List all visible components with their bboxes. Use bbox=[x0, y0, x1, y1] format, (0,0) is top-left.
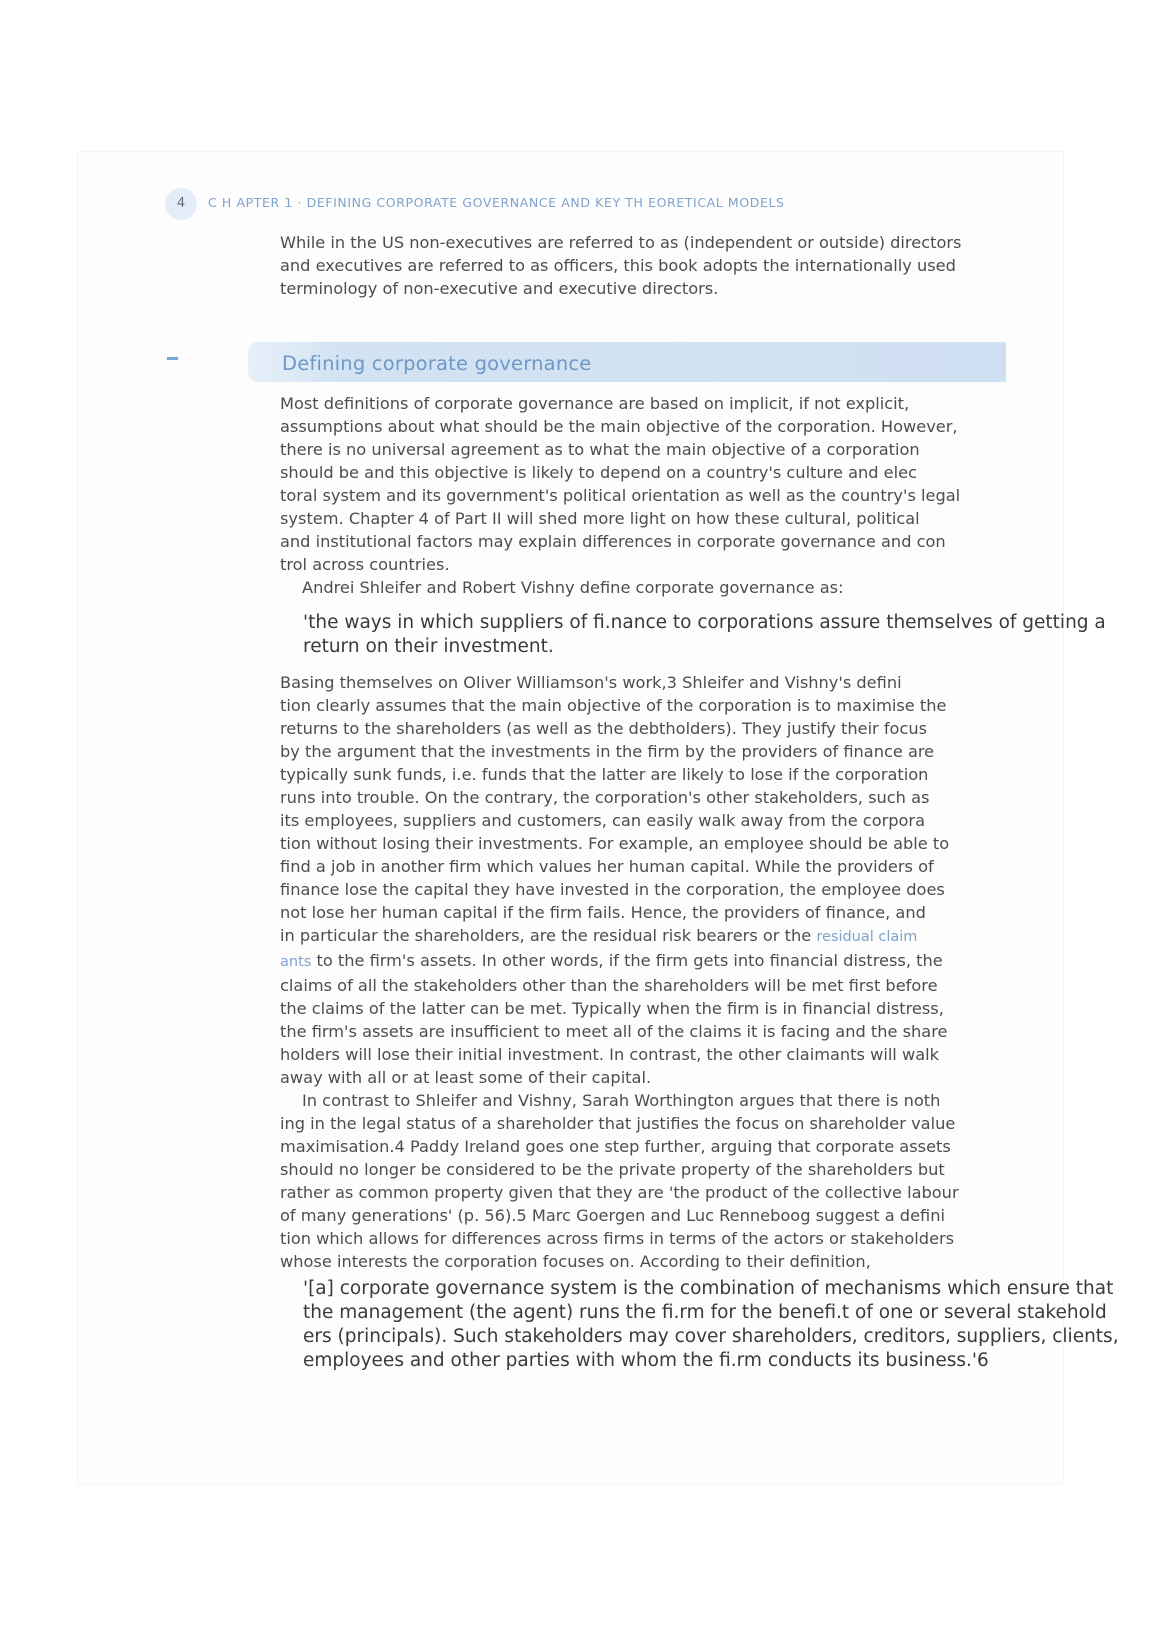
text-line: whose interests the corporation focuses on. According to their definition, bbox=[280, 1252, 871, 1271]
text-line: tion which allows for differences across firms in terms of the actors or stakeholders bbox=[280, 1229, 955, 1248]
body-paragraph-2 bbox=[280, 671, 1050, 1273]
quote-line: return on their investment. bbox=[303, 636, 554, 657]
body-paragraph-1 bbox=[280, 392, 1050, 599]
text-line: ing in the legal status of a shareholder that justifies the focus on shareholder value bbox=[280, 1114, 956, 1133]
text-line: maximisation.4 Paddy Ireland goes one step further, arguing that corporate assets bbox=[280, 1137, 951, 1156]
text-line: finance lose the capital they have invested in the corporation, the employee does bbox=[280, 880, 945, 899]
text-line: claims of all the stakeholders other than the shareholders will be met first before bbox=[280, 976, 938, 995]
text-line: holders will lose their initial investment. In contrast, the other claimants will walk bbox=[280, 1045, 939, 1064]
quote-line: the management (the agent) runs the fi.rm for the benefi.t of one or several stakehold bbox=[303, 1302, 1107, 1323]
text-line: and institutional factors may explain differences in corporate governance and con bbox=[280, 532, 946, 551]
highlighted-term: residual claim bbox=[816, 929, 918, 945]
text-line: In contrast to Shleifer and Vishny, Sarah Worthington argues that there is noth bbox=[302, 1091, 941, 1110]
quote-line: 'the ways in which suppliers of fi.nance to corporations assure themselves of getting a bbox=[303, 612, 1106, 633]
text-line bbox=[280, 924, 1050, 949]
text-line: returns to the shareholders (as well as the debtholders). They justify their focus bbox=[280, 719, 928, 738]
text-line: While in the US non-executives are referred to as (independent or outside) directors bbox=[280, 233, 962, 252]
quote-line: '[a] corporate governance system is the combination of mechanisms which ensure that bbox=[303, 1278, 1114, 1299]
text-line: Most definitions of corporate governance are based on implicit, if not explicit, bbox=[280, 394, 910, 413]
text-line: typically sunk funds, i.e. funds that the latter are likely to lose if the corporation bbox=[280, 765, 929, 784]
text-line: system. Chapter 4 of Part II will shed more light on how these cultural, political bbox=[280, 509, 920, 528]
text-span: in particular the shareholders, are the residual risk bearers or the bbox=[280, 926, 817, 945]
text-line: there is no universal agreement as to what the main objective of a corporation bbox=[280, 440, 920, 459]
text-line: the claims of the latter can be met. Typically when the firm is in financial distress, bbox=[280, 999, 944, 1018]
text-line: find a job in another firm which values her human capital. While the providers of bbox=[280, 857, 934, 876]
text-line: Basing themselves on Oliver Williamson's work,3 Shleifer and Vishny's defini bbox=[280, 673, 902, 692]
block-quote-2 bbox=[303, 1277, 1123, 1373]
highlighted-term: ants bbox=[280, 954, 312, 970]
section-marker bbox=[167, 357, 178, 360]
quote-lead-in: Andrei Shleifer and Robert Vishny define corporate governance as: bbox=[302, 578, 844, 597]
text-line: tion without losing their investments. For example, an employee should be able to bbox=[280, 834, 950, 853]
text-line: should be and this objective is likely to depend on a country's culture and elec bbox=[280, 463, 917, 482]
intro-paragraph bbox=[280, 231, 1050, 300]
text-line: of many generations' (p. 56).5 Marc Goergen and Luc Renneboog suggest a defini bbox=[280, 1206, 945, 1225]
text-line: the firm's assets are insufficient to meet all of the claims it is facing and the share bbox=[280, 1022, 948, 1041]
block-quote-1 bbox=[303, 611, 1123, 659]
quote-line: employees and other parties with whom the fi.rm conducts its business.'6 bbox=[303, 1350, 989, 1371]
section-heading: Defining corporate governance bbox=[282, 352, 592, 375]
text-line bbox=[280, 949, 1050, 974]
text-line: by the argument that the investments in the firm by the providers of finance are bbox=[280, 742, 935, 761]
running-header bbox=[165, 188, 1025, 218]
text-line: runs into trouble. On the contrary, the corporation's other stakeholders, such as bbox=[280, 788, 930, 807]
text-line: rather as common property given that they are 'the product of the collective labour bbox=[280, 1183, 959, 1202]
text-span: to the firm's assets. In other words, if the firm gets into financial distress, the bbox=[311, 951, 943, 970]
text-line: and executives are referred to as officers, this book adopts the internationally used bbox=[280, 256, 956, 275]
text-line: should no longer be considered to be the private property of the shareholders but bbox=[280, 1160, 945, 1179]
text-line: terminology of non-executive and executive directors. bbox=[280, 279, 719, 298]
running-head-title: C H APTER 1 · DEFINING CORPORATE GOVERNANCE AND KEY TH EORETICAL MODELS bbox=[208, 195, 785, 210]
text-line: not lose her human capital if the firm fails. Hence, the providers of finance, and bbox=[280, 903, 926, 922]
text-line: assumptions about what should be the main objective of the corporation. However, bbox=[280, 417, 958, 436]
page-number: 4 bbox=[165, 188, 197, 220]
text-line: toral system and its government's political orientation as well as the country's legal bbox=[280, 486, 961, 505]
text-line: its employees, suppliers and customers, can easily walk away from the corpora bbox=[280, 811, 926, 830]
text-line: tion clearly assumes that the main objective of the corporation is to maximise the bbox=[280, 696, 947, 715]
quote-line: ers (principals). Such stakeholders may cover shareholders, creditors, suppliers, clients, bbox=[303, 1326, 1119, 1347]
text-line: trol across countries. bbox=[280, 555, 450, 574]
text-line: away with all or at least some of their capital. bbox=[280, 1068, 652, 1087]
